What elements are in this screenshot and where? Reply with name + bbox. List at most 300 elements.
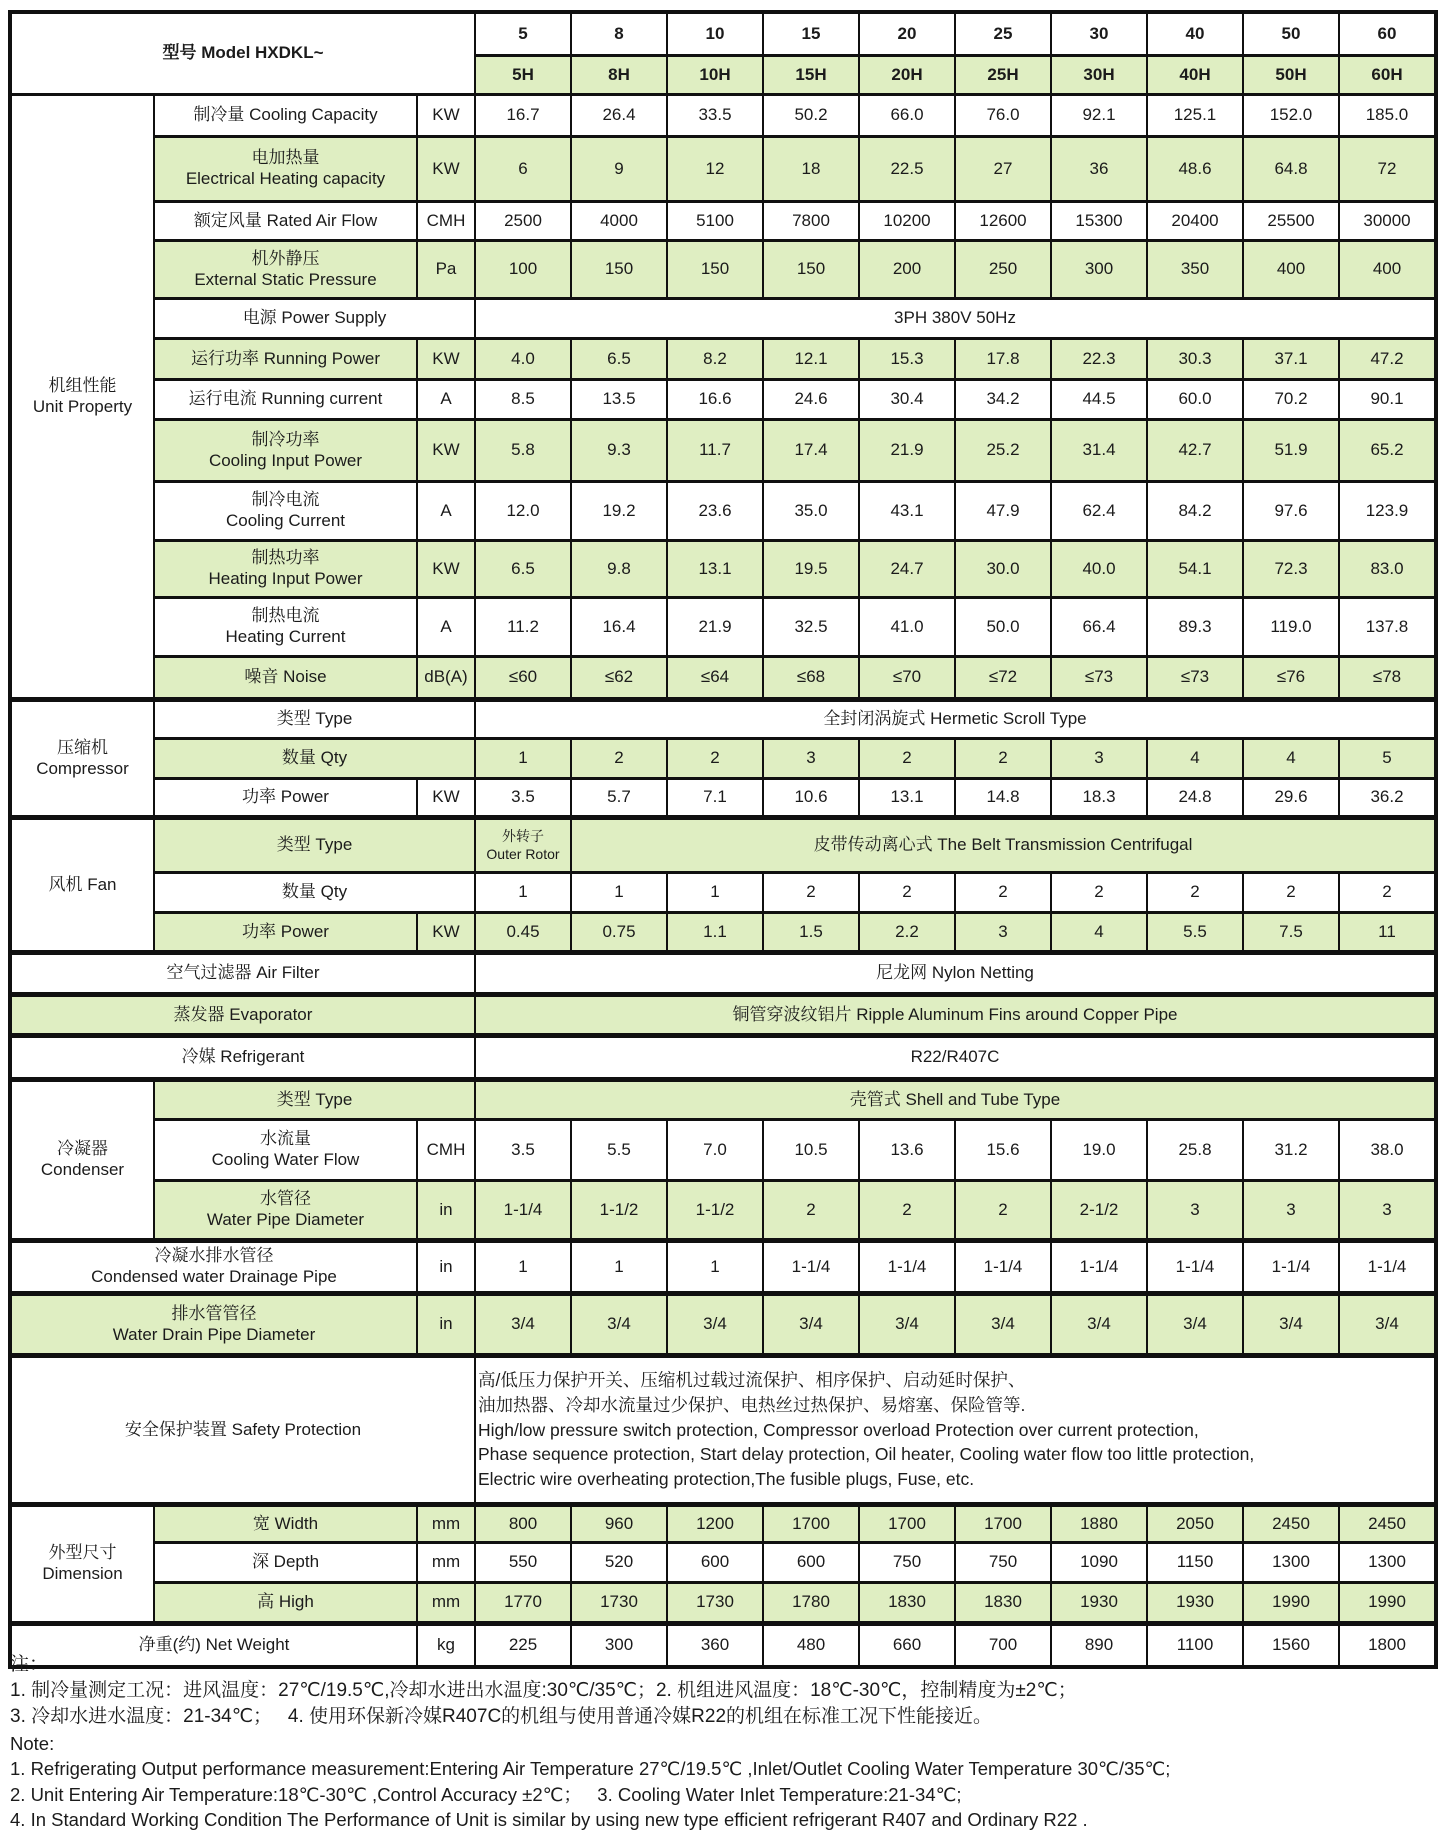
value-heating-current-25: 50.0 [955, 598, 1051, 657]
model-size-header: 5 [475, 12, 571, 56]
value-running-current-50: 70.2 [1243, 380, 1339, 420]
value-water-drain-pipe-diameter-25: 3/4 [955, 1294, 1051, 1356]
note-line-zh: 1. 制冷量测定工况：进风温度：27℃/19.5℃,冷却水进出水温度:30℃/35℃；2. 机组进风温度：18℃-30℃，控制精度为±2℃； [10, 1680, 1077, 1702]
model-size-header: 30 [1051, 12, 1147, 56]
value-high-8: 1730 [571, 1583, 667, 1624]
value-heating-input-power-60: 83.0 [1339, 541, 1436, 598]
value-cooling-current-30: 62.4 [1051, 482, 1147, 541]
value-cooling-capacity-15: 50.2 [763, 95, 859, 137]
model-size-header: 15 [763, 12, 859, 56]
value-refrigerant: R22/R407C [475, 1036, 1436, 1080]
model-variant-header: 60H [1339, 56, 1436, 95]
row-label-fan-type: 类型 Type [154, 818, 475, 873]
row-label-air-filter: 空气过滤器 Air Filter [10, 953, 475, 995]
row-label-cooling-input-power: 制冷功率 Cooling Input Power [154, 420, 417, 482]
value-width-50: 2450 [1243, 1505, 1339, 1543]
unit-cell-compressor-power: KW [417, 779, 475, 818]
value-electrical-heating-capacity-40: 48.6 [1147, 137, 1243, 202]
value-external-static-pressure-10: 150 [667, 241, 763, 299]
value-fan-qty-25: 2 [955, 873, 1051, 913]
value-cooling-capacity-8: 26.4 [571, 95, 667, 137]
value-running-power-60: 47.2 [1339, 339, 1436, 380]
value-running-current-20: 30.4 [859, 380, 955, 420]
value-external-static-pressure-5: 100 [475, 241, 571, 299]
value-compressor-power-25: 14.8 [955, 779, 1051, 818]
value-condensed-water-drainage-pipe-60: 1-1/4 [1339, 1241, 1436, 1294]
value-heating-current-20: 41.0 [859, 598, 955, 657]
value-compressor-qty-5: 1 [475, 739, 571, 779]
value-compressor-power-8: 5.7 [571, 779, 667, 818]
value-rated-air-flow-30: 15300 [1051, 202, 1147, 241]
row-label-safety-protection: 安全保护装置 Safety Protection [10, 1356, 475, 1505]
value-noise-25: ≤72 [955, 657, 1051, 700]
row-label-compressor-qty: 数量 Qty [154, 739, 475, 779]
value-rated-air-flow-20: 10200 [859, 202, 955, 241]
model-size-header: 20 [859, 12, 955, 56]
value-width-8: 960 [571, 1505, 667, 1543]
value-cooling-input-power-20: 21.9 [859, 420, 955, 482]
value-rated-air-flow-10: 5100 [667, 202, 763, 241]
row-label-heating-input-power: 制热功率 Heating Input Power [154, 541, 417, 598]
value-depth-10: 600 [667, 1543, 763, 1583]
unit-cell-cooling-capacity: KW [417, 95, 475, 137]
value-fan-power-50: 7.5 [1243, 913, 1339, 953]
value-width-20: 1700 [859, 1505, 955, 1543]
value-cooling-water-flow-5: 3.5 [475, 1120, 571, 1181]
value-compressor-qty-10: 2 [667, 739, 763, 779]
value-condensed-water-drainage-pipe-25: 1-1/4 [955, 1241, 1051, 1294]
value-condensed-water-drainage-pipe-10: 1 [667, 1241, 763, 1294]
value-electrical-heating-capacity-60: 72 [1339, 137, 1436, 202]
value-fan-qty-50: 2 [1243, 873, 1339, 913]
value-depth-15: 600 [763, 1543, 859, 1583]
value-water-drain-pipe-diameter-15: 3/4 [763, 1294, 859, 1356]
row-label-compressor-type: 类型 Type [154, 700, 475, 739]
value-fan-power-8: 0.75 [571, 913, 667, 953]
row-label-compressor-power: 功率 Power [154, 779, 417, 818]
value-high-40: 1930 [1147, 1583, 1243, 1624]
unit-cell-rated-air-flow: CMH [417, 202, 475, 241]
unit-cell-depth: mm [417, 1543, 475, 1583]
model-variant-header: 30H [1051, 56, 1147, 95]
notes-section [10, 1652, 1438, 1833]
value-water-pipe-diameter-20: 2 [859, 1181, 955, 1241]
value-condensed-water-drainage-pipe-8: 1 [571, 1241, 667, 1294]
row-label-running-current: 运行电流 Running current [154, 380, 417, 420]
value-width-40: 2050 [1147, 1505, 1243, 1543]
value-fan-qty-10: 1 [667, 873, 763, 913]
value-fan-qty-40: 2 [1147, 873, 1243, 913]
value-running-current-25: 34.2 [955, 380, 1051, 420]
row-label-electrical-heating-capacity: 电加热量 Electrical Heating capacity [154, 137, 417, 202]
spec-table [8, 10, 1438, 1669]
value-fan-power-40: 5.5 [1147, 913, 1243, 953]
value-width-25: 1700 [955, 1505, 1051, 1543]
value-electrical-heating-capacity-50: 64.8 [1243, 137, 1339, 202]
value-compressor-qty-8: 2 [571, 739, 667, 779]
value-heating-input-power-25: 30.0 [955, 541, 1051, 598]
value-compressor-type: 全封闭涡旋式 Hermetic Scroll Type [475, 700, 1436, 739]
value-electrical-heating-capacity-20: 22.5 [859, 137, 955, 202]
table-body [10, 95, 1436, 1668]
value-water-pipe-diameter-8: 1-1/2 [571, 1181, 667, 1241]
value-compressor-power-30: 18.3 [1051, 779, 1147, 818]
value-external-static-pressure-60: 400 [1339, 241, 1436, 299]
unit-cell-noise: dB(A) [417, 657, 475, 700]
value-condenser-type: 壳管式 Shell and Tube Type [475, 1080, 1436, 1120]
value-water-drain-pipe-diameter-20: 3/4 [859, 1294, 955, 1356]
model-size-header: 60 [1339, 12, 1436, 56]
value-external-static-pressure-25: 250 [955, 241, 1051, 299]
row-label-cooling-capacity: 制冷量 Cooling Capacity [154, 95, 417, 137]
value-heating-current-60: 137.8 [1339, 598, 1436, 657]
value-high-25: 1830 [955, 1583, 1051, 1624]
value-depth-60: 1300 [1339, 1543, 1436, 1583]
unit-cell-heating-current: A [417, 598, 475, 657]
value-running-power-5: 4.0 [475, 339, 571, 380]
value-heating-input-power-40: 54.1 [1147, 541, 1243, 598]
value-heating-current-5: 11.2 [475, 598, 571, 657]
value-width-5: 800 [475, 1505, 571, 1543]
value-noise-30: ≤73 [1051, 657, 1147, 700]
value-fan-power-10: 1.1 [667, 913, 763, 953]
value-running-power-15: 12.1 [763, 339, 859, 380]
value-compressor-qty-50: 4 [1243, 739, 1339, 779]
value-heating-input-power-30: 40.0 [1051, 541, 1147, 598]
value-heating-current-50: 119.0 [1243, 598, 1339, 657]
value-cooling-input-power-25: 25.2 [955, 420, 1051, 482]
value-running-power-20: 15.3 [859, 339, 955, 380]
value-electrical-heating-capacity-10: 12 [667, 137, 763, 202]
model-variant-header: 25H [955, 56, 1051, 95]
value-cooling-capacity-20: 66.0 [859, 95, 955, 137]
model-variant-header: 15H [763, 56, 859, 95]
value-water-drain-pipe-diameter-10: 3/4 [667, 1294, 763, 1356]
model-title: 型号 Model HXDKL~ [10, 12, 475, 95]
row-label-refrigerant: 冷媒 Refrigerant [10, 1036, 475, 1080]
value-cooling-input-power-10: 11.7 [667, 420, 763, 482]
value-rated-air-flow-15: 7800 [763, 202, 859, 241]
value-external-static-pressure-30: 300 [1051, 241, 1147, 299]
model-size-header: 50 [1243, 12, 1339, 56]
value-running-power-30: 22.3 [1051, 339, 1147, 380]
table-header [10, 12, 1436, 95]
value-width-10: 1200 [667, 1505, 763, 1543]
value-running-power-25: 17.8 [955, 339, 1051, 380]
value-running-power-8: 6.5 [571, 339, 667, 380]
model-size-header: 10 [667, 12, 763, 56]
value-width-15: 1700 [763, 1505, 859, 1543]
value-depth-5: 550 [475, 1543, 571, 1583]
value-width-60: 2450 [1339, 1505, 1436, 1543]
unit-cell-electrical-heating-capacity: KW [417, 137, 475, 202]
value-depth-8: 520 [571, 1543, 667, 1583]
value-fan-power-5: 0.45 [475, 913, 571, 953]
value-running-current-5: 8.5 [475, 380, 571, 420]
unit-cell-width: mm [417, 1505, 475, 1543]
value-running-power-40: 30.3 [1147, 339, 1243, 380]
value-condensed-water-drainage-pipe-15: 1-1/4 [763, 1241, 859, 1294]
value-water-pipe-diameter-60: 3 [1339, 1181, 1436, 1241]
value-cooling-current-25: 47.9 [955, 482, 1051, 541]
value-compressor-qty-40: 4 [1147, 739, 1243, 779]
category-cell-width: 外型尺寸 Dimension [10, 1505, 154, 1624]
row-label-condenser-type: 类型 Type [154, 1080, 475, 1120]
row-label-noise: 噪音 Noise [154, 657, 417, 700]
value-fan-qty-60: 2 [1339, 873, 1436, 913]
value-net-weight-40: 1100 [1147, 1624, 1243, 1668]
value-heating-input-power-50: 72.3 [1243, 541, 1339, 598]
value-cooling-input-power-5: 5.8 [475, 420, 571, 482]
row-label-heating-current: 制热电流 Heating Current [154, 598, 417, 657]
value-heating-current-15: 32.5 [763, 598, 859, 657]
value-heating-current-8: 16.4 [571, 598, 667, 657]
value-heating-current-30: 66.4 [1051, 598, 1147, 657]
value-cooling-current-15: 35.0 [763, 482, 859, 541]
value-heating-input-power-15: 19.5 [763, 541, 859, 598]
value-net-weight-50: 1560 [1243, 1624, 1339, 1668]
value-electrical-heating-capacity-8: 9 [571, 137, 667, 202]
value-rated-air-flow-8: 4000 [571, 202, 667, 241]
value-fan-qty-20: 2 [859, 873, 955, 913]
value-cooling-capacity-40: 125.1 [1147, 95, 1243, 137]
value-cooling-current-40: 84.2 [1147, 482, 1243, 541]
value-high-20: 1830 [859, 1583, 955, 1624]
model-size-header: 8 [571, 12, 667, 56]
value-net-weight-15: 480 [763, 1624, 859, 1668]
unit-cell-external-static-pressure: Pa [417, 241, 475, 299]
value-heating-input-power-20: 24.7 [859, 541, 955, 598]
value-water-drain-pipe-diameter-40: 3/4 [1147, 1294, 1243, 1356]
value-compressor-power-40: 24.8 [1147, 779, 1243, 818]
value-running-power-50: 37.1 [1243, 339, 1339, 380]
note-line-en: 2. Unit Entering Air Temperature:18℃-30℃ ,Control Accuracy ±2℃； 3. Cooling Water Inlet Temperature:21-34℃; [10, 1783, 962, 1805]
value-cooling-water-flow-60: 38.0 [1339, 1120, 1436, 1181]
value-cooling-current-8: 19.2 [571, 482, 667, 541]
value-heating-input-power-8: 9.8 [571, 541, 667, 598]
value-depth-25: 750 [955, 1543, 1051, 1583]
value-width-30: 1880 [1051, 1505, 1147, 1543]
value-condensed-water-drainage-pipe-5: 1 [475, 1241, 571, 1294]
value-condensed-water-drainage-pipe-50: 1-1/4 [1243, 1241, 1339, 1294]
value-net-weight-20: 660 [859, 1624, 955, 1668]
value-water-drain-pipe-diameter-50: 3/4 [1243, 1294, 1339, 1356]
value-fan-qty-5: 1 [475, 873, 571, 913]
value-running-current-30: 44.5 [1051, 380, 1147, 420]
value-electrical-heating-capacity-25: 27 [955, 137, 1051, 202]
unit-cell-cooling-current: A [417, 482, 475, 541]
value-electrical-heating-capacity-15: 18 [763, 137, 859, 202]
unit-cell-condensed-water-drainage-pipe: in [417, 1241, 475, 1294]
unit-cell-fan-power: KW [417, 913, 475, 953]
value-compressor-power-10: 7.1 [667, 779, 763, 818]
model-variant-header: 20H [859, 56, 955, 95]
value-water-pipe-diameter-30: 2-1/2 [1051, 1181, 1147, 1241]
value-high-10: 1730 [667, 1583, 763, 1624]
value-condensed-water-drainage-pipe-20: 1-1/4 [859, 1241, 955, 1294]
value-depth-50: 1300 [1243, 1543, 1339, 1583]
value-noise-20: ≤70 [859, 657, 955, 700]
value-rated-air-flow-50: 25500 [1243, 202, 1339, 241]
model-variant-header: 10H [667, 56, 763, 95]
value-net-weight-5: 225 [475, 1624, 571, 1668]
value-water-pipe-diameter-10: 1-1/2 [667, 1181, 763, 1241]
value-electrical-heating-capacity-30: 36 [1051, 137, 1147, 202]
model-variant-header: 8H [571, 56, 667, 95]
unit-cell-heating-input-power: KW [417, 541, 475, 598]
category-cell-compressor-type: 压缩机 Compressor [10, 700, 154, 818]
value-depth-20: 750 [859, 1543, 955, 1583]
row-label-cooling-water-flow: 水流量 Cooling Water Flow [154, 1120, 417, 1181]
value-high-5: 1770 [475, 1583, 571, 1624]
value-compressor-power-20: 13.1 [859, 779, 955, 818]
value-fan-qty-15: 2 [763, 873, 859, 913]
value-water-pipe-diameter-15: 2 [763, 1181, 859, 1241]
value-water-pipe-diameter-25: 2 [955, 1181, 1051, 1241]
value-cooling-current-10: 23.6 [667, 482, 763, 541]
value-cooling-current-50: 97.6 [1243, 482, 1339, 541]
value-heating-input-power-10: 13.1 [667, 541, 763, 598]
unit-cell-water-pipe-diameter: in [417, 1181, 475, 1241]
value-cooling-current-5: 12.0 [475, 482, 571, 541]
value-running-current-15: 24.6 [763, 380, 859, 420]
value-heating-current-10: 21.9 [667, 598, 763, 657]
value-external-static-pressure-40: 350 [1147, 241, 1243, 299]
value-fan-power-25: 3 [955, 913, 1051, 953]
value-water-drain-pipe-diameter-8: 3/4 [571, 1294, 667, 1356]
value-cooling-input-power-30: 31.4 [1051, 420, 1147, 482]
value-high-30: 1930 [1051, 1583, 1147, 1624]
value-safety-protection: 高/低压力保护开关、压缩机过载过流保护、相序保护、启动延时保护、 油加热器、冷却水流量过少保护、电热丝过热保护、易熔塞、保险管等. High/low pressure switch protection, Compressor overload Protection over current protection, Phase sequence protection, Start delay protection, Oil heater, Cooling water flow too little protection, Electric wire overheating protection,The fusible plugs, Fuse, etc. [475, 1356, 1436, 1505]
unit-cell-cooling-input-power: KW [417, 420, 475, 482]
value-cooling-water-flow-10: 7.0 [667, 1120, 763, 1181]
value-compressor-power-15: 10.6 [763, 779, 859, 818]
model-size-header: 25 [955, 12, 1051, 56]
model-variant-header: 5H [475, 56, 571, 95]
value-evaporator: 铜管穿波纹铝片 Ripple Aluminum Fins around Copper Pipe [475, 995, 1436, 1036]
value-fan-power-15: 1.5 [763, 913, 859, 953]
value-fan-type-rest: 皮带传动离心式 The Belt Transmission Centrifugal [571, 818, 1436, 873]
unit-cell-high: mm [417, 1583, 475, 1624]
row-label-running-power: 运行功率 Running Power [154, 339, 417, 380]
value-cooling-water-flow-15: 10.5 [763, 1120, 859, 1181]
row-label-cooling-current: 制冷电流 Cooling Current [154, 482, 417, 541]
value-fan-qty-8: 1 [571, 873, 667, 913]
value-compressor-qty-25: 2 [955, 739, 1051, 779]
note-line-zh: 注： [10, 1654, 49, 1675]
value-cooling-water-flow-30: 19.0 [1051, 1120, 1147, 1181]
value-compressor-power-50: 29.6 [1243, 779, 1339, 818]
value-cooling-capacity-25: 76.0 [955, 95, 1051, 137]
value-water-drain-pipe-diameter-5: 3/4 [475, 1294, 571, 1356]
value-cooling-input-power-40: 42.7 [1147, 420, 1243, 482]
value-running-current-40: 60.0 [1147, 380, 1243, 420]
value-power-supply: 3PH 380V 50Hz [475, 299, 1436, 339]
value-cooling-capacity-60: 185.0 [1339, 95, 1436, 137]
value-running-current-8: 13.5 [571, 380, 667, 420]
note-line-en: 1. Refrigerating Output performance measurement:Entering Air Temperature 27℃/19.5℃ ,Inlet/Outlet Cooling Water Temperature 30℃/35℃; [10, 1758, 1171, 1780]
value-cooling-capacity-50: 152.0 [1243, 95, 1339, 137]
row-label-power-supply: 电源 Power Supply [154, 299, 475, 339]
value-external-static-pressure-15: 150 [763, 241, 859, 299]
value-high-15: 1780 [763, 1583, 859, 1624]
note-line-zh: 3. 冷却水进水温度：21-34℃； 4. 使用环保新冷媒R407C的机组与使用普通冷媒R22的机组在标准工况下性能接近。 [10, 1706, 993, 1728]
unit-cell-running-current: A [417, 380, 475, 420]
value-cooling-current-60: 123.9 [1339, 482, 1436, 541]
model-variant-header: 50H [1243, 56, 1339, 95]
value-external-static-pressure-50: 400 [1243, 241, 1339, 299]
value-heating-current-40: 89.3 [1147, 598, 1243, 657]
row-label-evaporator: 蒸发器 Evaporator [10, 995, 475, 1036]
value-running-power-10: 8.2 [667, 339, 763, 380]
value-cooling-water-flow-50: 31.2 [1243, 1120, 1339, 1181]
value-fan-power-60: 11 [1339, 913, 1436, 953]
category-cell-cooling-capacity: 机组性能 Unit Property [10, 95, 154, 700]
value-high-60: 1990 [1339, 1583, 1436, 1624]
value-cooling-capacity-5: 16.7 [475, 95, 571, 137]
value-water-pipe-diameter-50: 3 [1243, 1181, 1339, 1241]
value-cooling-input-power-60: 65.2 [1339, 420, 1436, 482]
spec-sheet [8, 10, 1438, 1669]
value-water-drain-pipe-diameter-60: 3/4 [1339, 1294, 1436, 1356]
value-external-static-pressure-20: 200 [859, 241, 955, 299]
value-noise-50: ≤76 [1243, 657, 1339, 700]
value-electrical-heating-capacity-5: 6 [475, 137, 571, 202]
value-rated-air-flow-25: 12600 [955, 202, 1051, 241]
value-air-filter: 尼龙网 Nylon Netting [475, 953, 1436, 995]
value-compressor-qty-20: 2 [859, 739, 955, 779]
row-label-rated-air-flow: 额定风量 Rated Air Flow [154, 202, 417, 241]
value-compressor-power-60: 36.2 [1339, 779, 1436, 818]
value-external-static-pressure-8: 150 [571, 241, 667, 299]
value-cooling-water-flow-8: 5.5 [571, 1120, 667, 1181]
value-cooling-input-power-15: 17.4 [763, 420, 859, 482]
value-noise-10: ≤64 [667, 657, 763, 700]
row-label-depth: 深 Depth [154, 1543, 417, 1583]
value-rated-air-flow-60: 30000 [1339, 202, 1436, 241]
value-fan-type-first: 外转子 Outer Rotor [475, 818, 571, 873]
value-water-drain-pipe-diameter-30: 3/4 [1051, 1294, 1147, 1356]
value-net-weight-25: 700 [955, 1624, 1051, 1668]
value-heating-input-power-5: 6.5 [475, 541, 571, 598]
value-noise-60: ≤78 [1339, 657, 1436, 700]
value-cooling-current-20: 43.1 [859, 482, 955, 541]
value-compressor-power-5: 3.5 [475, 779, 571, 818]
value-fan-power-20: 2.2 [859, 913, 955, 953]
row-label-high: 高 High [154, 1583, 417, 1624]
row-label-fan-power: 功率 Power [154, 913, 417, 953]
value-noise-5: ≤60 [475, 657, 571, 700]
value-cooling-water-flow-20: 13.6 [859, 1120, 955, 1181]
value-noise-40: ≤73 [1147, 657, 1243, 700]
value-cooling-input-power-8: 9.3 [571, 420, 667, 482]
value-net-weight-10: 360 [667, 1624, 763, 1668]
row-label-net-weight: 净重(约) Net Weight [10, 1624, 417, 1668]
value-high-50: 1990 [1243, 1583, 1339, 1624]
row-label-external-static-pressure: 机外静压 External Static Pressure [154, 241, 417, 299]
value-condensed-water-drainage-pipe-30: 1-1/4 [1051, 1241, 1147, 1294]
value-rated-air-flow-40: 20400 [1147, 202, 1243, 241]
unit-cell-net-weight: kg [417, 1624, 475, 1668]
value-cooling-capacity-10: 33.5 [667, 95, 763, 137]
row-label-fan-qty: 数量 Qty [154, 873, 475, 913]
category-cell-fan-type: 风机 Fan [10, 818, 154, 953]
value-net-weight-8: 300 [571, 1624, 667, 1668]
value-net-weight-30: 890 [1051, 1624, 1147, 1668]
category-cell-condenser-type: 冷凝器 Condenser [10, 1080, 154, 1241]
unit-cell-running-power: KW [417, 339, 475, 380]
unit-cell-cooling-water-flow: CMH [417, 1120, 475, 1181]
